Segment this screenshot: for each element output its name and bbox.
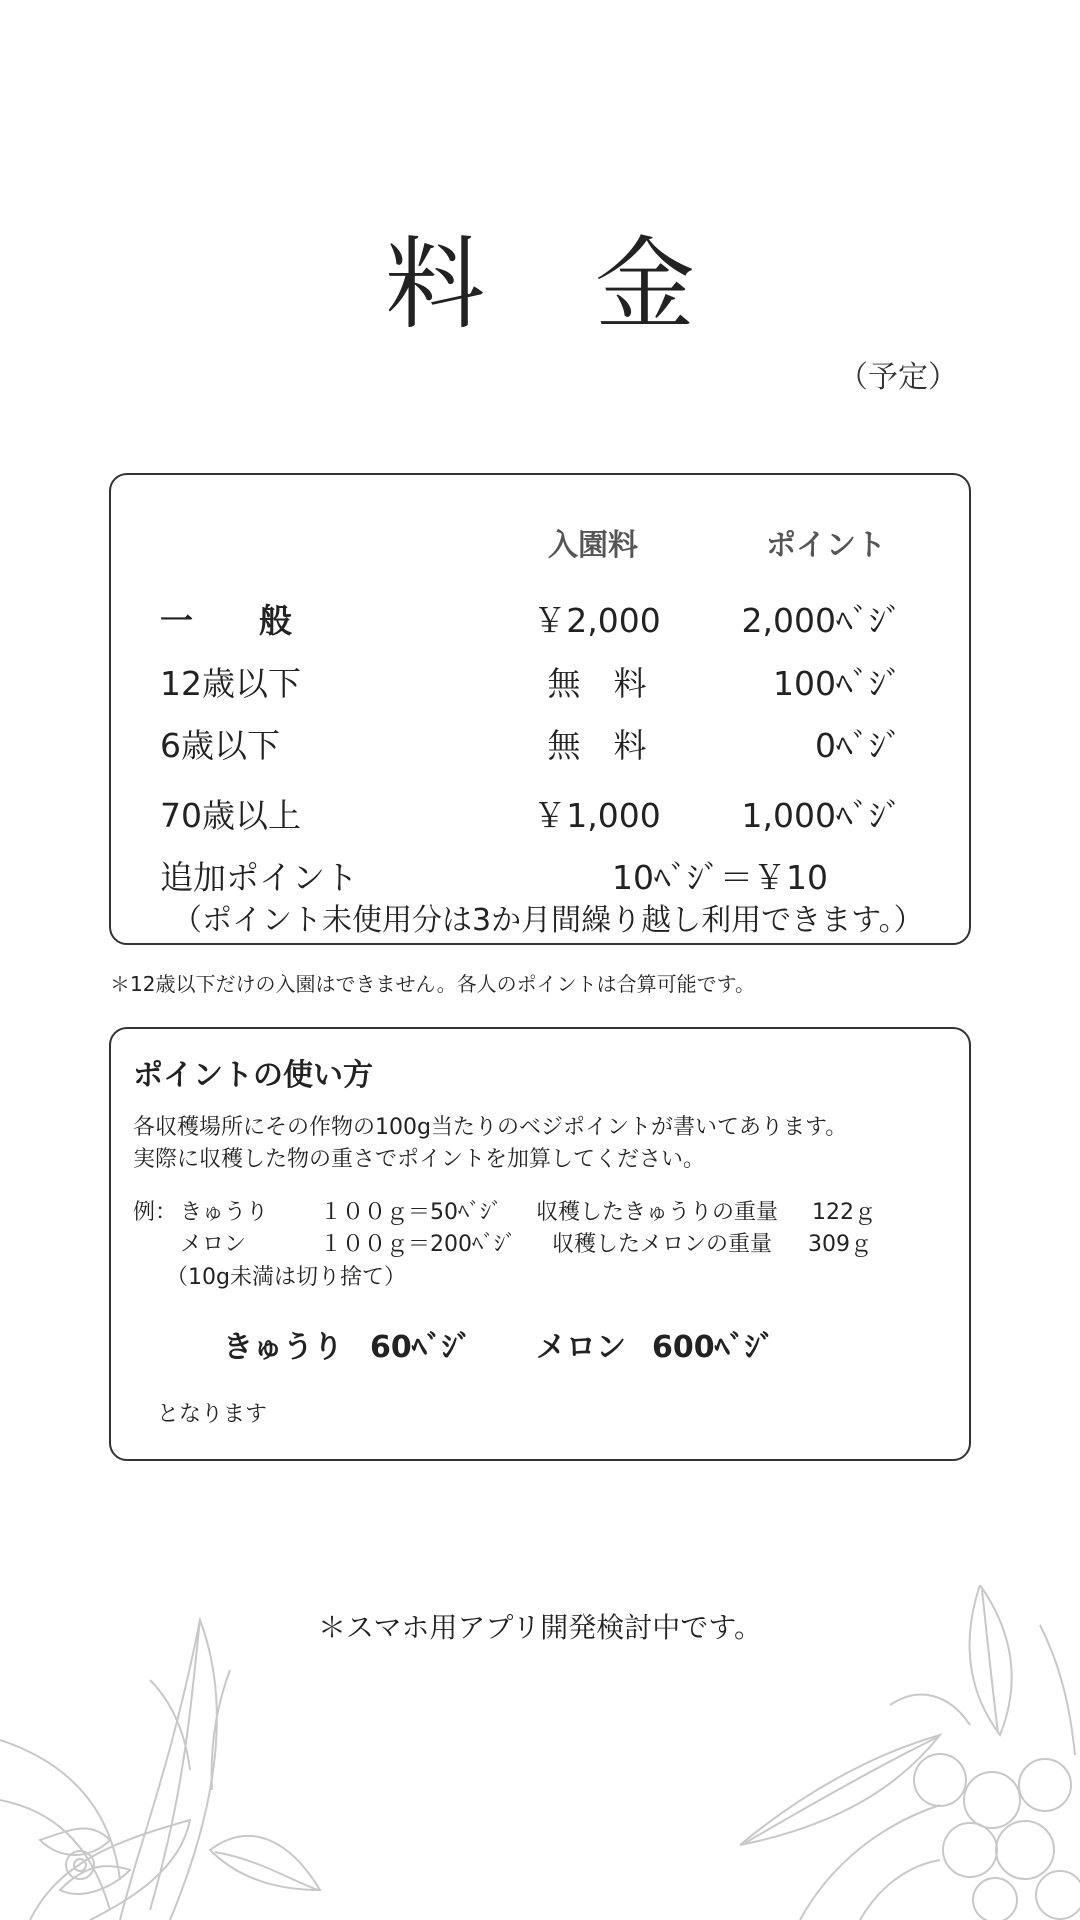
- rounding-note: （10g未満は切り捨て）: [166, 1265, 406, 1290]
- fee-column-header: 入園料: [548, 528, 638, 563]
- row-under12-point: 100ﾍﾞｼﾞ: [773, 664, 902, 703]
- example-cucumber-item: きゅうり: [180, 1200, 269, 1225]
- example-melon-weight: 309ｇ: [808, 1232, 872, 1257]
- page-title: 料金: [385, 226, 805, 343]
- example-cucumber-label: 収穫したきゅうりの重量: [536, 1200, 779, 1225]
- row-over70-label: 70歳以上: [160, 796, 301, 835]
- result-melon-points: 600ﾍﾞｼﾞ: [652, 1330, 775, 1365]
- how-to-use-desc-2: 実際に収穫した物の重さでポイントを加算してください。: [133, 1147, 706, 1172]
- example-melon-label: 収穫したメロンの重量: [552, 1232, 773, 1257]
- example-prefix: 例：: [133, 1200, 178, 1225]
- row-general-label: 一 般: [160, 601, 292, 640]
- row-under6-point: 0ﾍﾞｼﾞ: [815, 726, 902, 765]
- result-suffix: となります: [157, 1402, 268, 1427]
- additional-point-value: 10ﾍﾞｼﾞ＝￥10: [612, 858, 828, 897]
- row-under12-label: 12歳以下: [160, 664, 301, 703]
- page-subtitle: （予定）: [838, 360, 958, 395]
- example-cucumber-rate: １００ｇ＝50ﾍﾞｼﾞ: [320, 1200, 502, 1225]
- result-cucumber-points: 60ﾍﾞｼﾞ: [370, 1330, 472, 1365]
- point-column-header: ポイント: [766, 528, 886, 563]
- carryover-note: （ポイント未使用分は3か月間繰り越し利用できます。）: [172, 903, 924, 938]
- row-general-fee: ￥2,000: [533, 601, 661, 640]
- additional-point-label: 追加ポイント: [160, 858, 358, 897]
- row-under6-label: 6歳以下: [160, 726, 280, 765]
- how-to-use-title: ポイントの使い方: [133, 1058, 373, 1093]
- row-under12-fee: 無 料: [547, 664, 647, 703]
- row-over70-point: 1,000ﾍﾞｼﾞ: [741, 796, 902, 835]
- how-to-use-desc-1: 各収穫場所にその作物の100g当たりのベジポイントが書いてあります。: [133, 1115, 848, 1140]
- example-cucumber-weight: 122ｇ: [812, 1200, 876, 1225]
- result-cucumber-item: きゅうり: [223, 1330, 343, 1365]
- row-under6-fee: 無 料: [547, 726, 647, 765]
- result-melon-item: メロン: [536, 1330, 626, 1365]
- example-melon-rate: １００ｇ＝200ﾍﾞｼﾞ: [320, 1232, 516, 1257]
- children-note: ＊12歳以下だけの入園はできません。各人のポイントは合算可能です。: [110, 972, 756, 996]
- app-development-note: ＊スマホ用アプリ開発検討中です。: [317, 1611, 763, 1644]
- row-general-point: 2,000ﾍﾞｼﾞ: [741, 601, 902, 640]
- example-melon-item: メロン: [180, 1232, 247, 1257]
- row-over70-fee: ￥1,000: [533, 796, 661, 835]
